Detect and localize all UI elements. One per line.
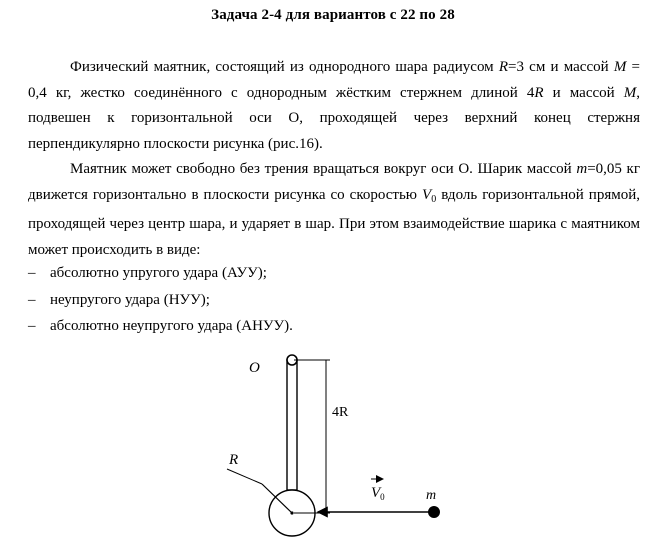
small-ball bbox=[428, 506, 440, 518]
list-item: – неупругого удара (НУУ); bbox=[28, 291, 210, 308]
label-O: O bbox=[249, 360, 260, 376]
pendulum-rod bbox=[287, 360, 297, 490]
problem-title: Задача 2-4 для вариантов с 22 по 28 bbox=[211, 7, 455, 23]
label-V0: $V_0$ bbox=[371, 485, 385, 502]
paragraph-pendulum-description: Физический маятник, состоящий из однородного шара радиусом R=3 см и массой M = 0,4 кг, жестко соединённого с однородным жёстким стержнем длиной 4R и массой M, подвешен к горизонтальной оси О, проходящей через верхний конец стержня перпендикулярно плоскости рисунка (рис.16). bbox=[28, 59, 641, 152]
radius-leader bbox=[227, 469, 262, 484]
list-item: – абсолютно упругого удара (АУУ); bbox=[28, 265, 267, 281]
paragraph-collision-description: Маятник может свободно без трения вращаться вокруг оси О. Шарик массой m=0,05 кг движется горизонтально в плоскости рисунка со скоростью $V_0$ вдоль горизонтальной прямой, проходящей через центр шара, и ударяет в шар. При этом взаимодействие шарика с маятником может происходить в виде: bbox=[28, 161, 641, 258]
label-m: m bbox=[426, 488, 437, 503]
list-item: – абсолютно неупругого удара (АНУУ). bbox=[28, 318, 293, 334]
label-R: R bbox=[229, 452, 239, 468]
label-4R: 4R bbox=[332, 405, 349, 420]
